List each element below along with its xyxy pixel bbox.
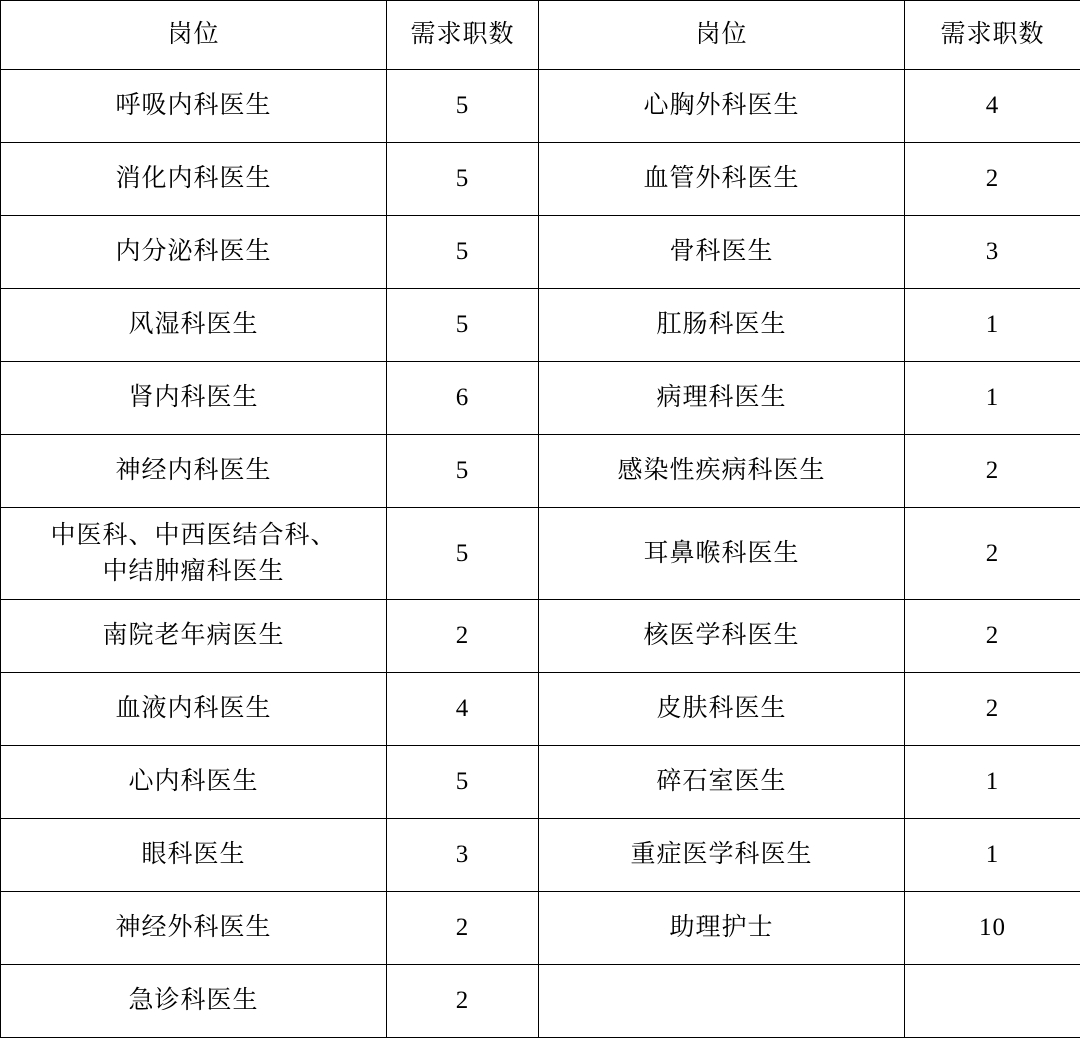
table-row: [1, 362, 1080, 435]
job-title-right: 核医学科医生: [539, 600, 905, 673]
table-row: [1, 746, 1080, 819]
job-title-left: 内分泌科医生: [1, 216, 387, 289]
column-header-job-right: 岗位: [539, 1, 905, 70]
job-count-left: 2: [387, 892, 539, 965]
job-title-left: 血液内科医生: [1, 673, 387, 746]
empty-cell-right-count: [905, 965, 1080, 1038]
column-header-count-left: 需求职数: [387, 1, 539, 70]
table-body: [1, 70, 1080, 1038]
job-title-right: 助理护士: [539, 892, 905, 965]
table-row: [1, 289, 1080, 362]
job-count-right: 3: [905, 216, 1080, 289]
column-header-count-right: 需求职数: [905, 1, 1080, 70]
job-count-left: 5: [387, 289, 539, 362]
table-header-row: [1, 1, 1080, 70]
job-count-left: 5: [387, 508, 539, 600]
job-count-right: 1: [905, 819, 1080, 892]
job-count-left: 2: [387, 965, 539, 1038]
job-title-left: 眼科医生: [1, 819, 387, 892]
table-row: [1, 508, 1080, 600]
job-title-left-line2: 中结肿瘤科医生: [7, 554, 380, 590]
job-title-left: [1, 508, 387, 600]
job-title-right: 重症医学科医生: [539, 819, 905, 892]
job-count-left: 2: [387, 600, 539, 673]
job-title-right: 碎石室医生: [539, 746, 905, 819]
job-title-left: 风湿科医生: [1, 289, 387, 362]
table-row: [1, 600, 1080, 673]
table-row: [1, 435, 1080, 508]
table-row: [1, 143, 1080, 216]
table-row: [1, 70, 1080, 143]
empty-cell-right-job: [539, 965, 905, 1038]
job-count-left: 3: [387, 819, 539, 892]
job-count-right: 1: [905, 362, 1080, 435]
job-count-right: 2: [905, 673, 1080, 746]
job-title-right: 血管外科医生: [539, 143, 905, 216]
job-count-right: 2: [905, 600, 1080, 673]
job-count-left: 6: [387, 362, 539, 435]
table-row: [1, 965, 1080, 1038]
job-count-right: 1: [905, 746, 1080, 819]
table-row: [1, 673, 1080, 746]
job-title-right: 肛肠科医生: [539, 289, 905, 362]
job-title-left: 呼吸内科医生: [1, 70, 387, 143]
job-count-right: 1: [905, 289, 1080, 362]
job-title-right: 耳鼻喉科医生: [539, 508, 905, 600]
job-title-right: 骨科医生: [539, 216, 905, 289]
job-count-left: 5: [387, 216, 539, 289]
job-count-left: 5: [387, 70, 539, 143]
job-title-right: 心胸外科医生: [539, 70, 905, 143]
job-count-left: 5: [387, 143, 539, 216]
job-title-left: 急诊科医生: [1, 965, 387, 1038]
table-row: [1, 216, 1080, 289]
job-title-left: 心内科医生: [1, 746, 387, 819]
table-row: [1, 892, 1080, 965]
table-header: [1, 1, 1080, 70]
job-title-left: 神经内科医生: [1, 435, 387, 508]
job-title-left: 南院老年病医生: [1, 600, 387, 673]
job-title-right: 病理科医生: [539, 362, 905, 435]
job-count-left: 4: [387, 673, 539, 746]
job-title-left: 神经外科医生: [1, 892, 387, 965]
job-count-right: 2: [905, 143, 1080, 216]
column-header-job-left: 岗位: [1, 1, 387, 70]
job-title-right: 皮肤科医生: [539, 673, 905, 746]
job-count-right: 2: [905, 508, 1080, 600]
job-title-left: 消化内科医生: [1, 143, 387, 216]
job-title-right: 感染性疾病科医生: [539, 435, 905, 508]
job-count-left: 5: [387, 435, 539, 508]
job-count-right: 2: [905, 435, 1080, 508]
job-count-right: 4: [905, 70, 1080, 143]
table-row: [1, 819, 1080, 892]
job-count-left: 5: [387, 746, 539, 819]
job-title-left-line1: 中医科、中西医结合科、: [7, 518, 380, 554]
job-title-left: 肾内科医生: [1, 362, 387, 435]
job-count-right: 10: [905, 892, 1080, 965]
